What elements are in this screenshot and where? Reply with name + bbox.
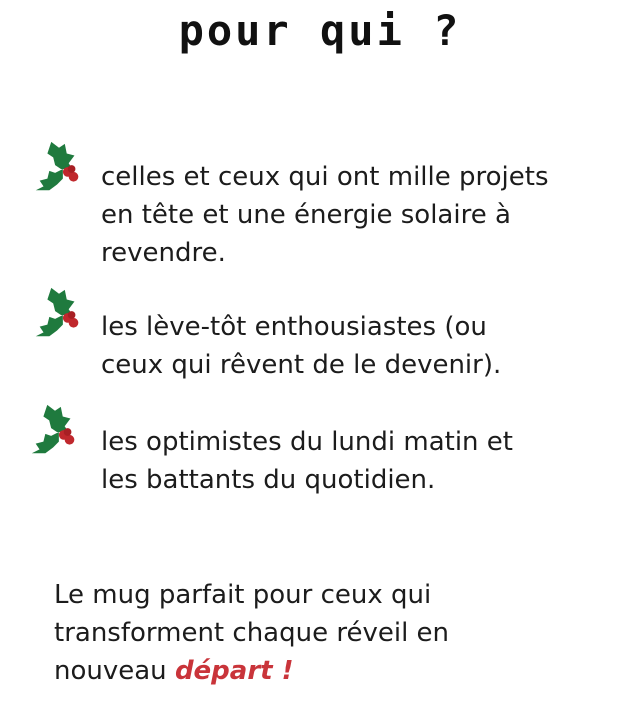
closing-text: Le mug parfait pour ceux qui transforment chaque réveil en nouveau départ !	[54, 580, 450, 686]
item-text: celles et ceux qui ont mille projets en tête et une énergie solaire à revendre.	[101, 162, 549, 268]
holly-icon	[30, 286, 88, 344]
page-title: pour qui ?	[178, 6, 462, 55]
holly-icon	[26, 403, 84, 461]
item-text: les lève-tôt enthousiastes (ou ceux qui rêvent de le devenir).	[101, 312, 502, 380]
item-text: les optimistes du lundi matin et les battants du quotidien.	[101, 427, 513, 495]
accent-word: départ !	[174, 656, 294, 686]
holly-icon	[30, 140, 88, 198]
